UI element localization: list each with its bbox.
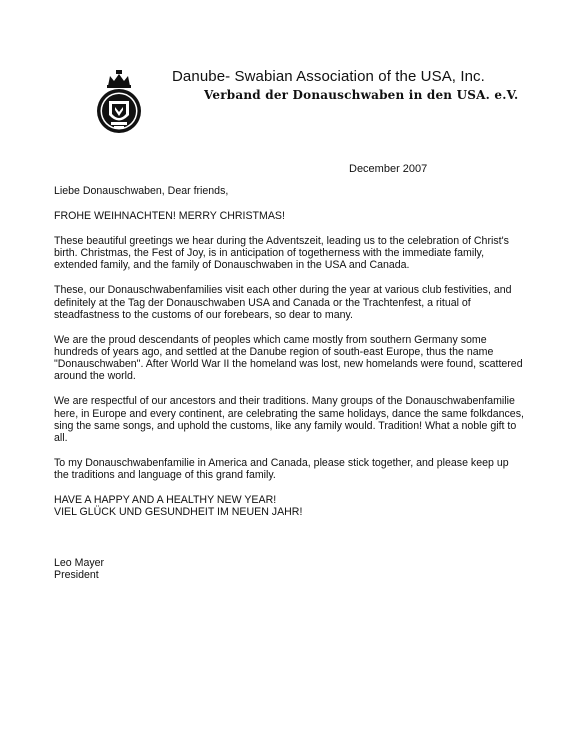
letter-body [54,185,524,531]
signature-block [54,557,104,581]
paragraph-stick-together: To my Donauschwabenfamilie in America and Canada, please stick together, and please keep up the traditions and language of this grand family. [54,457,509,482]
christmas-greeting: FROHE WEIHNACHTEN! MERRY CHRISTMAS! [54,210,285,222]
paragraph-traditions: We are respectful of our ancestors and their traditions. Many groups of the Donauschwabenfamilie here, in Europe and every continent, are celebrating the same holidays, dance the same folkdances, sing the same songs, and uphold the customs, like any family would. Tradition! What a noble gift to all. [54,395,524,445]
paragraph-adventszeit: These beautiful greetings we hear during the Adventszeit, leading us to the celebration of Christ's birth. Christmas, the Fest of Joy, is in anticipation of togetherness with the immediate family, extended family, and the family of Donauschwaben in the USA and Canada. [54,235,509,272]
new-year-line-german: VIEL GLÜCK UND GESUNDHEIT IM NEUEN JAHR! [54,506,303,519]
paragraph-descendants: We are the proud descendants of peoples which came mostly from southern Germany some hundreds of years ago, and settled at the Danube region of south-east Europe, thus the name "Donauschwaben". After World War II the homeland was lost, new homelands were found, scattered around the world. [54,333,523,383]
salutation: Liebe Donauschwaben, Dear friends, [54,185,229,197]
paragraph-festivities: These, our Donauschwabenfamilies visit each other during the year at various club festivities, and definitely at the Tag der Donauschwaben USA and Canada or the Trachtenfest, a ritual of steadfastness to the customs of our forebears, so dear to many. [54,284,512,321]
signature-name: Leo Mayer [54,557,105,569]
organization-name-german: Verband der Donauschwaben in den USA. e.V. [204,88,519,102]
new-year-line-english: HAVE A HAPPY AND A HEALTHY NEW YEAR! [54,494,277,507]
letter-date: December 2007 [349,163,428,175]
signature-title: President [54,569,99,582]
letterhead [0,0,567,150]
organization-name: Danube- Swabian Association of the USA, Inc. [172,68,485,85]
new-year-wishes [54,494,524,518]
association-seal-icon [96,68,142,138]
